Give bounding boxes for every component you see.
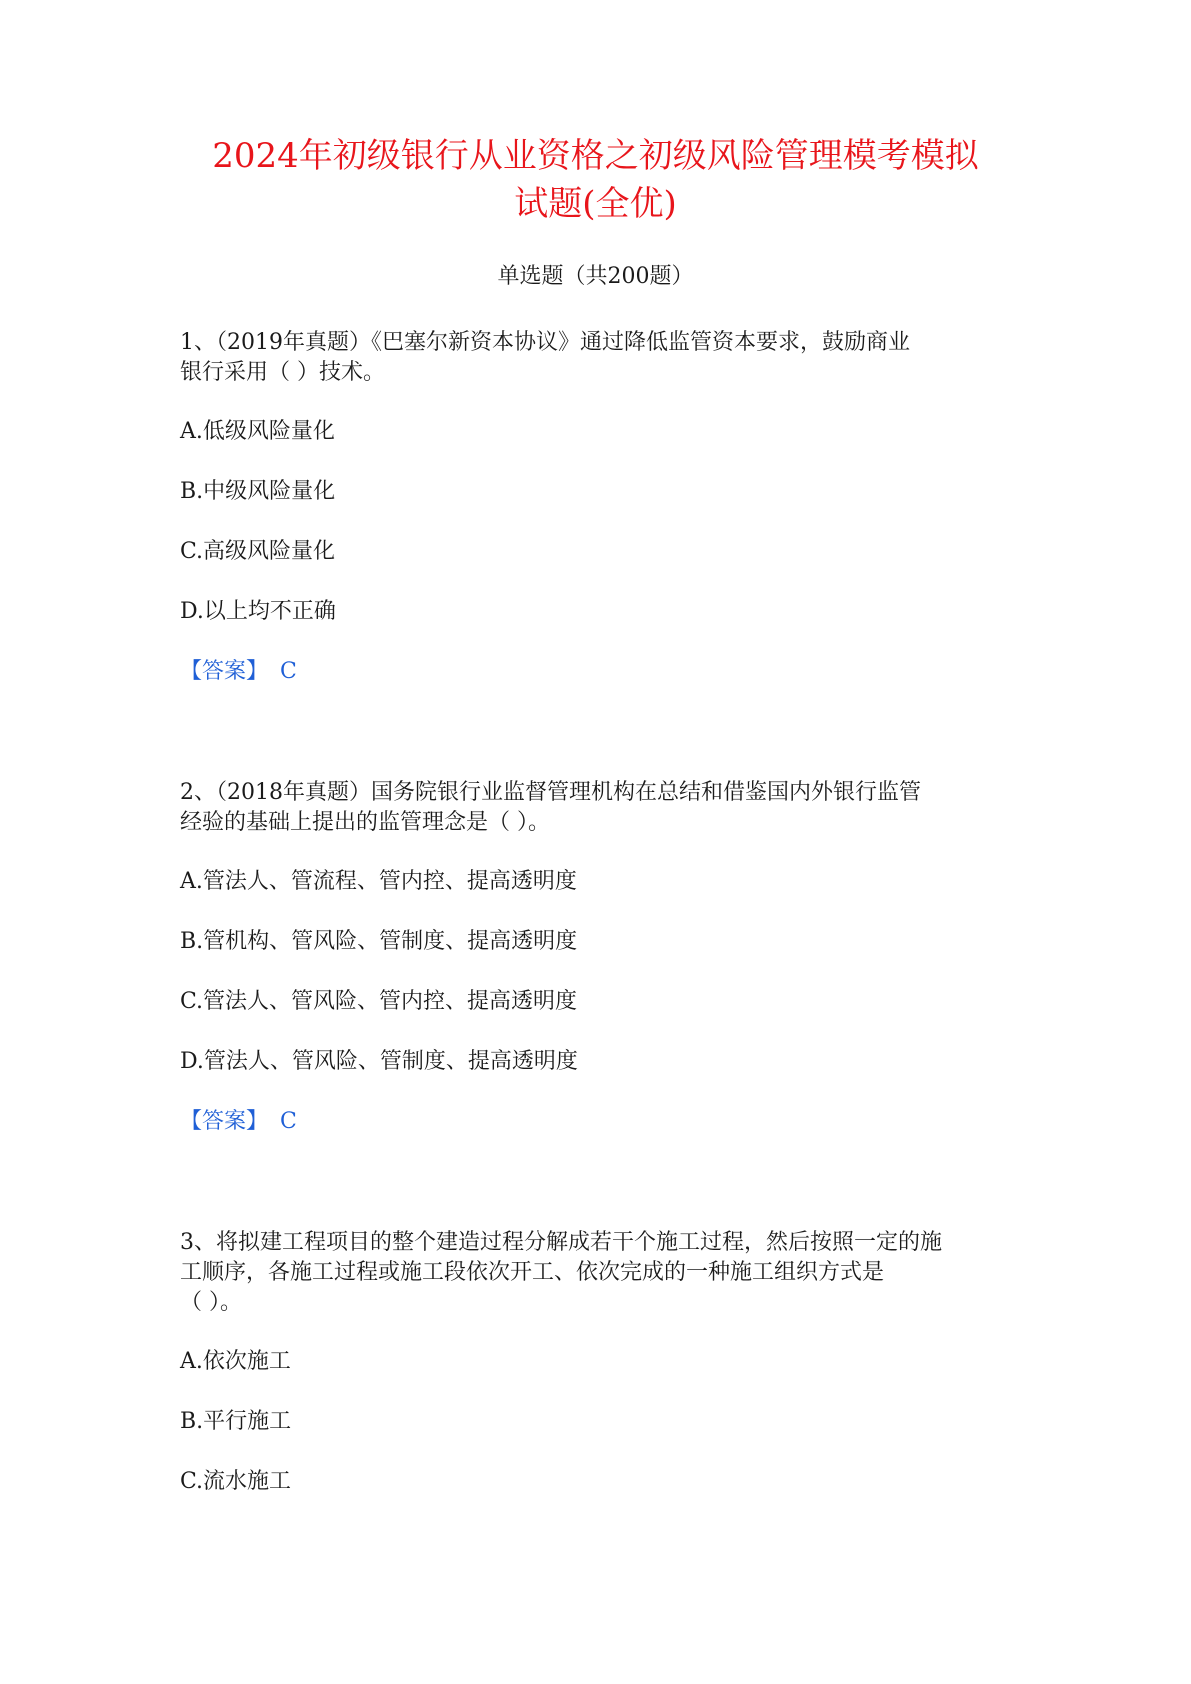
- question-1-stem-line-1: 1、（2019年真题）《巴塞尔新资本协议》通过降低监管资本要求，鼓励商业: [180, 330, 910, 355]
- question-3-stem-line-2: 工顺序，各施工过程或施工段依次开工、依次完成的一种施工组织方式是: [180, 1260, 885, 1285]
- question-2-option-c: C.管法人、管风险、管内控、提高透明度: [180, 989, 578, 1014]
- question-3-stem-line-3: （ ）。: [180, 1290, 242, 1315]
- answer-value: C: [280, 1109, 297, 1134]
- document-title-line-1: 2024年初级银行从业资格之初级风险管理模考模拟: [212, 136, 979, 176]
- question-3-option-c: C.流水施工: [180, 1469, 292, 1494]
- answer-value: C: [280, 659, 297, 684]
- question-2-stem-line-2: 经验的基础上提出的监管理念是（ ）。: [180, 810, 550, 835]
- question-1-option-d: D.以上均不正确: [180, 599, 336, 624]
- question-1-stem-line-2: 银行采用（ ）技术。: [180, 360, 385, 385]
- answer-tag: 【答案】: [180, 659, 269, 684]
- question-2-option-a: A.管法人、管流程、管内控、提高透明度: [180, 869, 577, 894]
- question-1-option-c: C.高级风险量化: [180, 539, 336, 564]
- question-2-option-b: B.管机构、管风险、管制度、提高透明度: [180, 929, 578, 954]
- question-2-stem: [180, 778, 1020, 838]
- question-2-option-d: D.管法人、管风险、管制度、提高透明度: [180, 1049, 578, 1074]
- question-2-answer: [180, 1107, 297, 1137]
- answer-tag: 【答案】: [180, 1109, 269, 1134]
- question-3-option-a: A.依次施工: [180, 1349, 291, 1374]
- question-1-option-a: A.低级风险量化: [180, 419, 335, 444]
- question-1-answer: [180, 657, 297, 687]
- question-3-stem-line-1: 3、将拟建工程项目的整个建造过程分解成若干个施工过程，然后按照一定的施: [180, 1230, 942, 1255]
- section-heading: 单选题（共200题）: [497, 264, 694, 289]
- question-1-option-b: B.中级风险量化: [180, 479, 336, 504]
- document-title-line-2: 试题(全优): [514, 184, 677, 224]
- question-2-stem-line-1: 2、（2018年真题）国务院银行业监督管理机构在总结和借鉴国内外银行监管: [180, 780, 921, 805]
- question-3-stem: [180, 1228, 1020, 1318]
- question-1-stem: [180, 328, 1020, 388]
- question-3-option-b: B.平行施工: [180, 1409, 292, 1434]
